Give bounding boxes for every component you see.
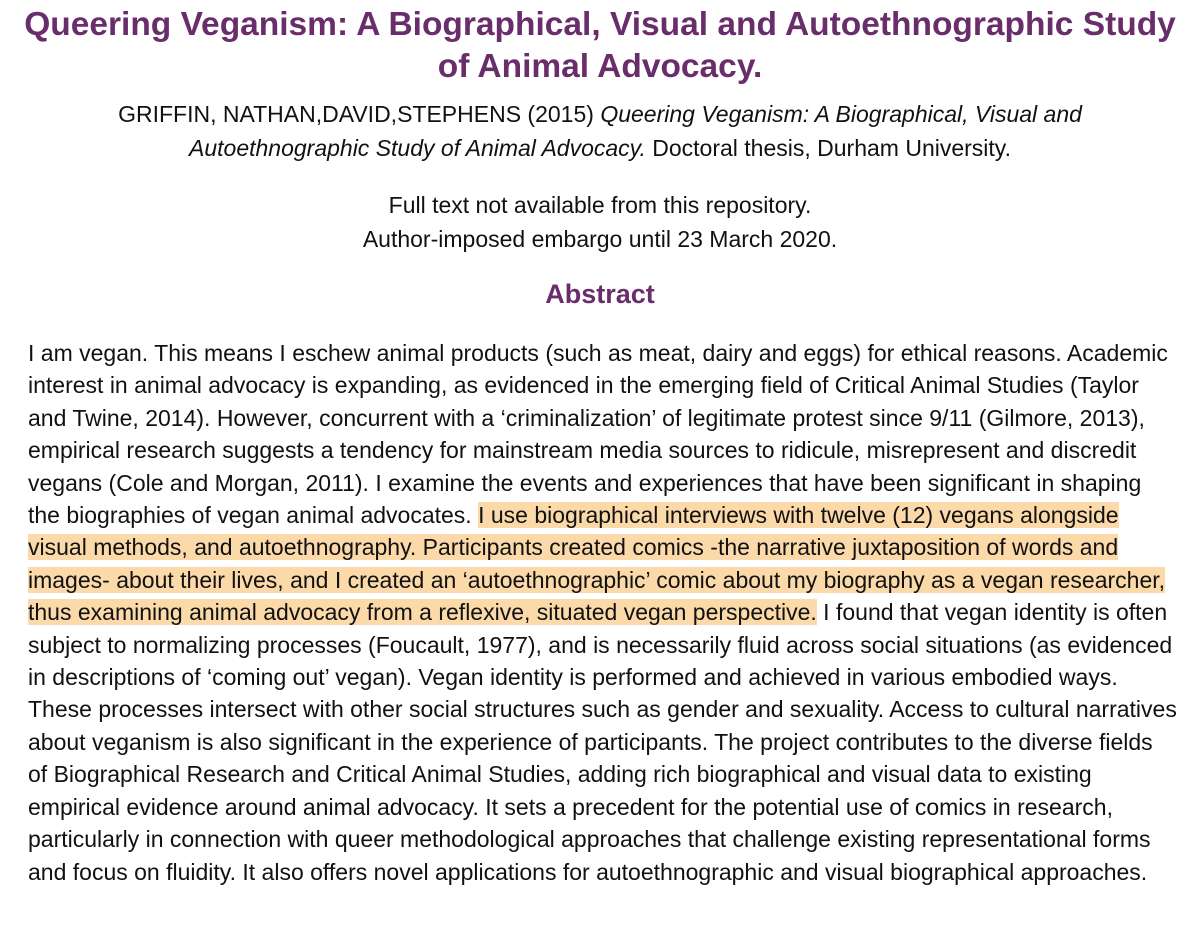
citation	[60, 97, 1140, 165]
abstract-highlighted-passage: I use biographical interviews with twelve (12) vegans alongside visual methods, and autoethnography. Participants created comics -the narrative juxtaposition of words and images- about their lives, and I created an ‘autoethnographic’ comic about my biography as a vegan researcher, thus examining animal advocacy from a reflexive, situated vegan perspective.	[28, 502, 1166, 626]
availability-notice	[60, 188, 1140, 256]
citation-work-title: Queering Veganism: A Biographical, Visual and Autoethnographic Study of Animal Advocacy.	[189, 101, 1082, 161]
embargo-notice: Author-imposed embargo until 23 March 2020.	[362, 226, 838, 252]
citation-authors-year: GRIFFIN, NATHAN,DAVID,STEPHENS (2015)	[118, 101, 601, 127]
thesis-title: Queering Veganism: A Biographical, Visual and Autoethnographic Study of Animal Advocacy.	[24, 6, 1176, 85]
abstract-heading: Abstract	[545, 279, 655, 309]
abstract-text-intro: I am vegan. This means I eschew animal products (such as meat, dairy and eggs) for ethical reasons. Academic interest in animal advocacy is expanding, as evidenced in the emerging field of Critical Animal Studies (Taylor and Twine, 2014). However, concurrent with a ‘criminalization’ of legitimate protest since 9/11 (Gilmore, 2013), empirical research suggests a tendency for mainstream media sources to ridicule, misrepresent and discredit vegans (Cole and Morgan, 2011). I examine the events and experiences that have been significant in shaping the biographies of vegan animal advocates.	[28, 340, 1168, 529]
citation-suffix: Doctoral thesis, Durham University.	[645, 135, 1011, 161]
availability-line-1: Full text not available from this repository.	[388, 192, 812, 218]
abstract-text-findings: I found that vegan identity is often subject to normalizing processes (Foucault, 1977), and is necessarily fluid across social situations (as evidenced in descriptions of ‘coming out’ vegan). Vegan identity is performed and achieved in various embodied ways. These processes intersect with other social structures such as gender and sexuality. Access to cultural narratives about veganism is also significant in the experience of participants. The project contributes to the diverse fields of Biographical Research and Critical Animal Studies, adding rich biographical and visual data to existing empirical evidence around animal advocacy. It sets a precedent for the potential use of comics in research, particularly in connection with queer methodological approaches that challenge existing representational forms and focus on fluidity. It also offers novel applications for autoethnographic and visual biographical approaches.	[28, 599, 1177, 885]
abstract-text	[28, 337, 1178, 888]
